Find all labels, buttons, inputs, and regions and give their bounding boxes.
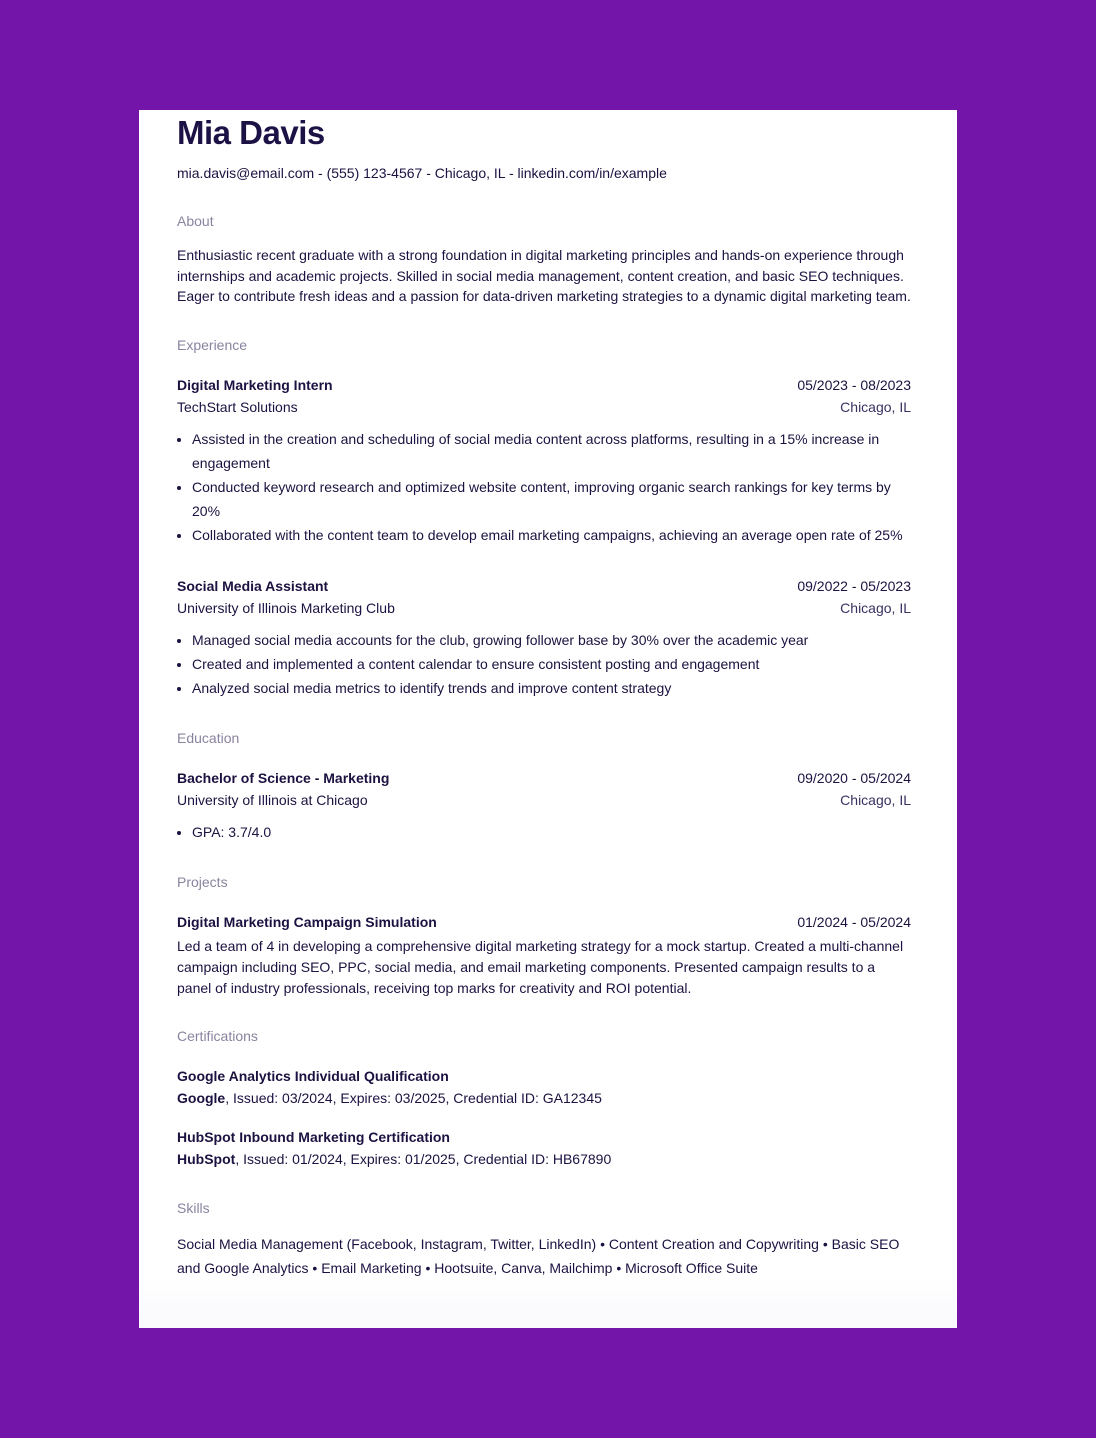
job-bullet: • Assisted in the creation and scheduling of social media content across platforms, resulting in a 15% increase in engagement bbox=[192, 427, 911, 475]
section-title-skills: Skills bbox=[177, 1200, 210, 1217]
section-title-education: Education bbox=[177, 730, 240, 747]
certification-name: Google Analytics Individual Qualification bbox=[177, 1068, 449, 1085]
project-description: Led a team of 4 in developing a comprehensive digital marketing strategy for a mock startup. Created a multi-channel campaign including SEO, PPC, social media, and email marketing components. Presented campaign results to a panel of industry professionals, receiving top marks for creativity and ROI potential. bbox=[177, 938, 904, 996]
about-text: Enthusiastic recent graduate with a strong foundation in digital marketing principles and hands-on experience through internships and academic projects. Skilled in social media management, content creation, and basic SEO techniques. Eager to contribute fresh ideas and a passion for data-driven marketing strategies to a dynamic digital marketing team. bbox=[177, 247, 911, 305]
job-company: TechStart Solutions bbox=[177, 399, 298, 416]
job-title: Digital Marketing Intern bbox=[177, 377, 333, 394]
certification-entry bbox=[177, 1126, 911, 1170]
job-bullet: • Analyzed social media metrics to identify trends and improve content strategy bbox=[192, 676, 911, 700]
project-entry bbox=[177, 911, 911, 998]
job-company: University of Illinois Marketing Club bbox=[177, 600, 395, 617]
project-name: Digital Marketing Campaign Simulation bbox=[177, 914, 437, 931]
project-dates: 01/2024 - 05/2024 bbox=[797, 914, 911, 931]
section-title-certifications: Certifications bbox=[177, 1028, 258, 1045]
education-bullets bbox=[177, 820, 911, 844]
skills-text: Social Media Management (Facebook, Instagram, Twitter, LinkedIn) • Content Creation and Copywriting • Basic SEO and Google Analytics • Email Marketing • Hootsuite, Canva, Mailchimp • Microsoft Office Suite bbox=[177, 1236, 900, 1277]
experience-entry bbox=[177, 374, 911, 547]
job-bullets bbox=[177, 628, 911, 700]
education-dates: 09/2020 - 05/2024 bbox=[797, 770, 911, 787]
job-dates: 05/2023 - 08/2023 bbox=[797, 377, 911, 394]
section-title-projects: Projects bbox=[177, 874, 228, 891]
job-dates: 09/2022 - 05/2023 bbox=[797, 578, 911, 595]
page-bottom-fade bbox=[139, 1278, 957, 1328]
certification-name: HubSpot Inbound Marketing Certification bbox=[177, 1129, 450, 1146]
certification-issuer: Google bbox=[177, 1090, 226, 1107]
job-location: Chicago, IL bbox=[840, 600, 911, 617]
job-bullets bbox=[177, 427, 911, 547]
education-bullet: • GPA: 3.7/4.0 bbox=[192, 820, 911, 844]
resume-page bbox=[139, 110, 957, 1328]
school-location: Chicago, IL bbox=[840, 792, 911, 809]
section-title-experience: Experience bbox=[177, 337, 248, 354]
job-bullet: • Collaborated with the content team to develop email marketing campaigns, achieving an average open rate of 25% bbox=[192, 523, 911, 547]
job-title: Social Media Assistant bbox=[177, 578, 329, 595]
certification-issuer: HubSpot bbox=[177, 1151, 236, 1168]
school: University of Illinois at Chicago bbox=[177, 792, 368, 809]
degree: Bachelor of Science - Marketing bbox=[177, 770, 390, 787]
certification-details: , Issued: 03/2024, Expires: 03/2025, Credential ID: GA12345 bbox=[225, 1090, 602, 1107]
job-bullet: • Managed social media accounts for the club, growing follower base by 30% over the academic year bbox=[192, 628, 911, 652]
certification-entry bbox=[177, 1065, 911, 1109]
education-entry bbox=[177, 767, 911, 844]
experience-entry bbox=[177, 575, 911, 700]
section-title-about: About bbox=[177, 213, 214, 229]
job-bullet: • Conducted keyword research and optimized website content, improving organic search rankings for key terms by 20% bbox=[192, 475, 911, 523]
job-location: Chicago, IL bbox=[840, 399, 911, 416]
contact-line: mia.davis@email.com - (555) 123-4567 - Chicago, IL - linkedin.com/in/example bbox=[177, 165, 667, 181]
certification-details: , Issued: 01/2024, Expires: 01/2025, Credential ID: HB67890 bbox=[235, 1151, 612, 1168]
resume-name: Mia Davis bbox=[177, 114, 325, 151]
job-bullet: • Created and implemented a content calendar to ensure consistent posting and engagement bbox=[192, 652, 911, 676]
